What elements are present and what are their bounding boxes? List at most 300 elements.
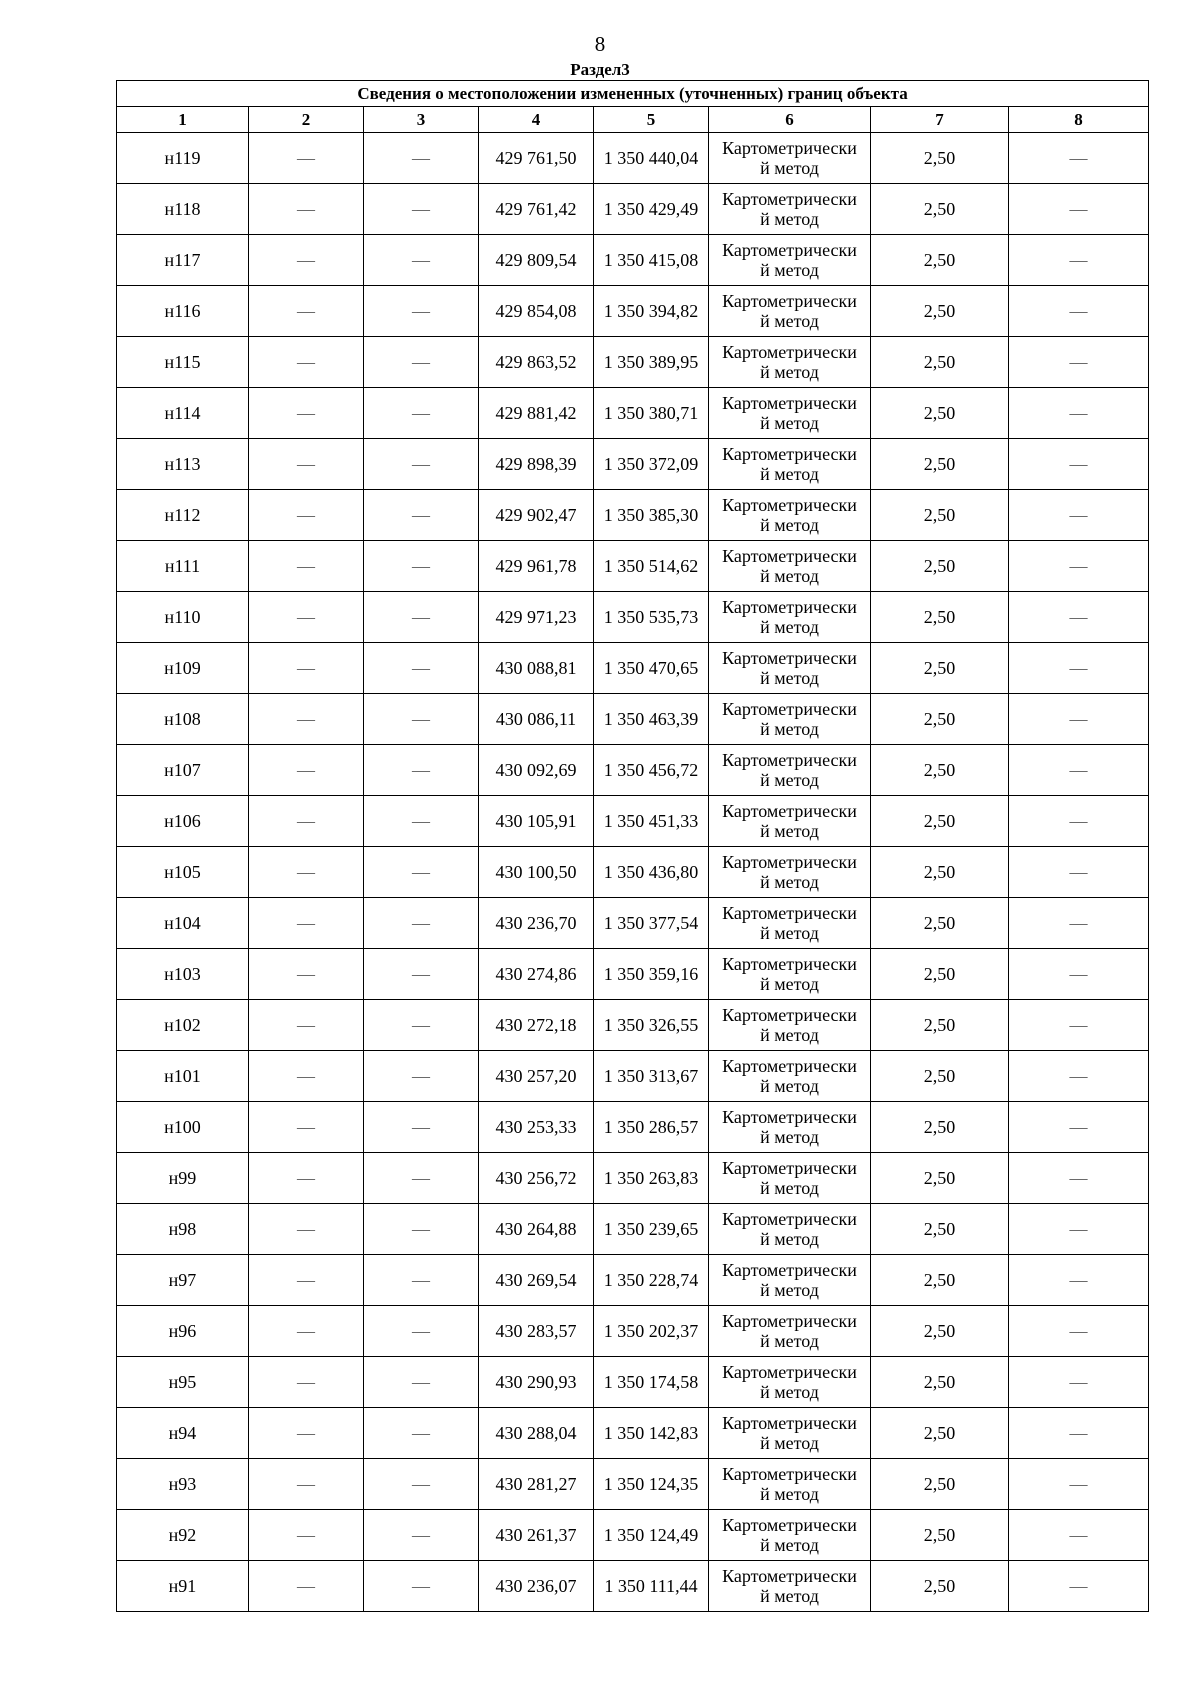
method-text-line-2: й метод xyxy=(760,1535,819,1555)
column-2-cell: — xyxy=(249,1561,364,1612)
method-cell xyxy=(709,286,871,337)
column-header-7: 7 xyxy=(871,107,1009,133)
method-text-line-1: Картометрически xyxy=(722,699,857,719)
point-name-cell: н98 xyxy=(117,1204,249,1255)
table-row xyxy=(117,1357,1149,1408)
column-8-cell: — xyxy=(1009,694,1149,745)
table-row xyxy=(117,694,1149,745)
point-name-cell: н100 xyxy=(117,1102,249,1153)
table-row xyxy=(117,592,1149,643)
accuracy-cell: 2,50 xyxy=(871,235,1009,286)
method-text-line-2: й метод xyxy=(760,515,819,535)
column-8-cell: — xyxy=(1009,1051,1149,1102)
x-coordinate-cell: 430 264,88 xyxy=(479,1204,594,1255)
column-3-cell: — xyxy=(364,1153,479,1204)
accuracy-cell: 2,50 xyxy=(871,1102,1009,1153)
column-2-cell: — xyxy=(249,745,364,796)
x-coordinate-cell: 429 809,54 xyxy=(479,235,594,286)
table-row xyxy=(117,1153,1149,1204)
method-text-line-2: й метод xyxy=(760,464,819,484)
column-2-cell: — xyxy=(249,694,364,745)
method-cell xyxy=(709,235,871,286)
method-text-line-2: й метод xyxy=(760,1229,819,1249)
method-cell xyxy=(709,643,871,694)
x-coordinate-cell: 430 105,91 xyxy=(479,796,594,847)
y-coordinate-cell: 1 350 111,44 xyxy=(594,1561,709,1612)
accuracy-cell: 2,50 xyxy=(871,949,1009,1000)
column-3-cell: — xyxy=(364,898,479,949)
x-coordinate-cell: 429 971,23 xyxy=(479,592,594,643)
x-coordinate-cell: 430 283,57 xyxy=(479,1306,594,1357)
column-2-cell: — xyxy=(249,1153,364,1204)
accuracy-cell: 2,50 xyxy=(871,133,1009,184)
point-name-cell: н118 xyxy=(117,184,249,235)
x-coordinate-cell: 430 272,18 xyxy=(479,1000,594,1051)
method-cell xyxy=(709,1051,871,1102)
column-3-cell: — xyxy=(364,184,479,235)
column-8-cell: — xyxy=(1009,592,1149,643)
column-2-cell: — xyxy=(249,133,364,184)
x-coordinate-cell: 430 269,54 xyxy=(479,1255,594,1306)
method-cell xyxy=(709,949,871,1000)
table-row xyxy=(117,1051,1149,1102)
column-3-cell: — xyxy=(364,694,479,745)
point-name-cell: н103 xyxy=(117,949,249,1000)
method-cell xyxy=(709,1561,871,1612)
column-3-cell: — xyxy=(364,1051,479,1102)
column-3-cell: — xyxy=(364,1204,479,1255)
column-8-cell: — xyxy=(1009,1255,1149,1306)
method-text-line-1: Картометрически xyxy=(722,1005,857,1025)
method-text-line-2: й метод xyxy=(760,209,819,229)
column-2-cell: — xyxy=(249,286,364,337)
method-cell xyxy=(709,439,871,490)
method-text-line-1: Картометрически xyxy=(722,291,857,311)
column-3-cell: — xyxy=(364,1459,479,1510)
method-text-line-2: й метод xyxy=(760,1076,819,1096)
column-header-8: 8 xyxy=(1009,107,1149,133)
table-row xyxy=(117,847,1149,898)
accuracy-cell: 2,50 xyxy=(871,1000,1009,1051)
method-text-line-1: Картометрически xyxy=(722,189,857,209)
column-8-cell: — xyxy=(1009,439,1149,490)
column-8-cell: — xyxy=(1009,1357,1149,1408)
method-text-line-2: й метод xyxy=(760,719,819,739)
method-text-line-2: й метод xyxy=(760,362,819,382)
column-2-cell: — xyxy=(249,847,364,898)
method-text-line-2: й метод xyxy=(760,158,819,178)
method-text-line-1: Картометрически xyxy=(722,444,857,464)
method-text-line-2: й метод xyxy=(760,617,819,637)
method-cell xyxy=(709,796,871,847)
column-3-cell: — xyxy=(364,133,479,184)
method-cell xyxy=(709,1357,871,1408)
method-text-line-2: й метод xyxy=(760,923,819,943)
accuracy-cell: 2,50 xyxy=(871,337,1009,388)
point-name-cell: н114 xyxy=(117,388,249,439)
method-text-line-1: Картометрически xyxy=(722,138,857,158)
method-cell xyxy=(709,1306,871,1357)
method-text-line-2: й метод xyxy=(760,668,819,688)
table-row xyxy=(117,949,1149,1000)
column-8-cell: — xyxy=(1009,1204,1149,1255)
column-8-cell: — xyxy=(1009,643,1149,694)
table-row xyxy=(117,388,1149,439)
column-3-cell: — xyxy=(364,592,479,643)
column-2-cell: — xyxy=(249,643,364,694)
column-8-cell: — xyxy=(1009,1561,1149,1612)
method-cell xyxy=(709,541,871,592)
point-name-cell: н107 xyxy=(117,745,249,796)
column-2-cell: — xyxy=(249,1357,364,1408)
column-2-cell: — xyxy=(249,1255,364,1306)
point-name-cell: н113 xyxy=(117,439,249,490)
column-3-cell: — xyxy=(364,541,479,592)
point-name-cell: н93 xyxy=(117,1459,249,1510)
column-3-cell: — xyxy=(364,490,479,541)
column-3-cell: — xyxy=(364,949,479,1000)
column-2-cell: — xyxy=(249,337,364,388)
method-text-line-1: Картометрически xyxy=(722,1464,857,1484)
column-3-cell: — xyxy=(364,745,479,796)
x-coordinate-cell: 430 092,69 xyxy=(479,745,594,796)
method-cell xyxy=(709,184,871,235)
y-coordinate-cell: 1 350 429,49 xyxy=(594,184,709,235)
accuracy-cell: 2,50 xyxy=(871,184,1009,235)
column-8-cell: — xyxy=(1009,235,1149,286)
y-coordinate-cell: 1 350 372,09 xyxy=(594,439,709,490)
table-body xyxy=(117,133,1149,1612)
method-text-line-2: й метод xyxy=(760,1331,819,1351)
table-row xyxy=(117,1204,1149,1255)
point-name-cell: н97 xyxy=(117,1255,249,1306)
point-name-cell: н102 xyxy=(117,1000,249,1051)
x-coordinate-cell: 430 256,72 xyxy=(479,1153,594,1204)
method-text-line-1: Картометрически xyxy=(722,597,857,617)
table-row xyxy=(117,898,1149,949)
table-title: Сведения о местоположении измененных (уточненных) границ объекта xyxy=(117,81,1149,107)
accuracy-cell: 2,50 xyxy=(871,388,1009,439)
accuracy-cell: 2,50 xyxy=(871,490,1009,541)
x-coordinate-cell: 429 761,42 xyxy=(479,184,594,235)
y-coordinate-cell: 1 350 380,71 xyxy=(594,388,709,439)
x-coordinate-cell: 430 253,33 xyxy=(479,1102,594,1153)
y-coordinate-cell: 1 350 263,83 xyxy=(594,1153,709,1204)
point-name-cell: н94 xyxy=(117,1408,249,1459)
method-text-line-1: Картометрически xyxy=(722,1107,857,1127)
method-cell xyxy=(709,847,871,898)
point-name-cell: н116 xyxy=(117,286,249,337)
table-row xyxy=(117,286,1149,337)
column-3-cell: — xyxy=(364,1561,479,1612)
column-2-cell: — xyxy=(249,1408,364,1459)
column-2-cell: — xyxy=(249,184,364,235)
column-8-cell: — xyxy=(1009,490,1149,541)
column-2-cell: — xyxy=(249,235,364,286)
y-coordinate-cell: 1 350 286,57 xyxy=(594,1102,709,1153)
method-text-line-2: й метод xyxy=(760,1382,819,1402)
column-2-cell: — xyxy=(249,1102,364,1153)
method-text-line-1: Картометрически xyxy=(722,1158,857,1178)
column-3-cell: — xyxy=(364,1357,479,1408)
method-text-line-1: Картометрически xyxy=(722,903,857,923)
point-name-cell: н119 xyxy=(117,133,249,184)
column-8-cell: — xyxy=(1009,541,1149,592)
table-row xyxy=(117,1510,1149,1561)
x-coordinate-cell: 430 261,37 xyxy=(479,1510,594,1561)
column-8-cell: — xyxy=(1009,1459,1149,1510)
column-header-6: 6 xyxy=(709,107,871,133)
column-3-cell: — xyxy=(364,1408,479,1459)
table-row xyxy=(117,745,1149,796)
page-number: 8 xyxy=(594,32,606,56)
method-text-line-1: Картометрически xyxy=(722,1413,857,1433)
column-2-cell: — xyxy=(249,949,364,1000)
method-text-line-2: й метод xyxy=(760,1025,819,1045)
x-coordinate-cell: 429 961,78 xyxy=(479,541,594,592)
accuracy-cell: 2,50 xyxy=(871,1561,1009,1612)
x-coordinate-cell: 430 274,86 xyxy=(479,949,594,1000)
table-row xyxy=(117,1561,1149,1612)
point-name-cell: н95 xyxy=(117,1357,249,1408)
table-row xyxy=(117,1102,1149,1153)
column-8-cell: — xyxy=(1009,949,1149,1000)
y-coordinate-cell: 1 350 470,65 xyxy=(594,643,709,694)
column-header-5: 5 xyxy=(594,107,709,133)
table-row xyxy=(117,796,1149,847)
column-3-cell: — xyxy=(364,847,479,898)
table-row xyxy=(117,1306,1149,1357)
column-2-cell: — xyxy=(249,1204,364,1255)
column-header-1: 1 xyxy=(117,107,249,133)
column-2-cell: — xyxy=(249,898,364,949)
method-text-line-2: й метод xyxy=(760,1178,819,1198)
x-coordinate-cell: 430 086,11 xyxy=(479,694,594,745)
y-coordinate-cell: 1 350 142,83 xyxy=(594,1408,709,1459)
x-coordinate-cell: 430 236,07 xyxy=(479,1561,594,1612)
method-text-line-1: Картометрически xyxy=(722,852,857,872)
method-text-line-1: Картометрически xyxy=(722,750,857,770)
accuracy-cell: 2,50 xyxy=(871,592,1009,643)
y-coordinate-cell: 1 350 463,39 xyxy=(594,694,709,745)
method-cell xyxy=(709,694,871,745)
table-row xyxy=(117,439,1149,490)
x-coordinate-cell: 429 902,47 xyxy=(479,490,594,541)
method-text-line-2: й метод xyxy=(760,1586,819,1606)
method-cell xyxy=(709,898,871,949)
accuracy-cell: 2,50 xyxy=(871,694,1009,745)
x-coordinate-cell: 430 288,04 xyxy=(479,1408,594,1459)
column-2-cell: — xyxy=(249,1000,364,1051)
column-3-cell: — xyxy=(364,1255,479,1306)
column-header-2: 2 xyxy=(249,107,364,133)
y-coordinate-cell: 1 350 436,80 xyxy=(594,847,709,898)
table-row xyxy=(117,1408,1149,1459)
column-2-cell: — xyxy=(249,541,364,592)
column-2-cell: — xyxy=(249,592,364,643)
method-text-line-1: Картометрически xyxy=(722,1056,857,1076)
accuracy-cell: 2,50 xyxy=(871,745,1009,796)
method-cell xyxy=(709,1153,871,1204)
method-cell xyxy=(709,745,871,796)
method-text-line-2: й метод xyxy=(760,1484,819,1504)
column-header-4: 4 xyxy=(479,107,594,133)
method-text-line-1: Картометрически xyxy=(722,240,857,260)
method-cell xyxy=(709,133,871,184)
accuracy-cell: 2,50 xyxy=(871,898,1009,949)
table-row xyxy=(117,1459,1149,1510)
point-name-cell: н112 xyxy=(117,490,249,541)
accuracy-cell: 2,50 xyxy=(871,439,1009,490)
column-3-cell: — xyxy=(364,1510,479,1561)
method-cell xyxy=(709,490,871,541)
column-3-cell: — xyxy=(364,643,479,694)
method-cell xyxy=(709,1408,871,1459)
table-row xyxy=(117,337,1149,388)
method-cell xyxy=(709,1255,871,1306)
y-coordinate-cell: 1 350 228,74 xyxy=(594,1255,709,1306)
y-coordinate-cell: 1 350 239,65 xyxy=(594,1204,709,1255)
column-3-cell: — xyxy=(364,1102,479,1153)
point-name-cell: н117 xyxy=(117,235,249,286)
x-coordinate-cell: 430 088,81 xyxy=(479,643,594,694)
method-cell xyxy=(709,1000,871,1051)
column-header-3: 3 xyxy=(364,107,479,133)
column-8-cell: — xyxy=(1009,388,1149,439)
column-8-cell: — xyxy=(1009,1102,1149,1153)
method-text-line-1: Картометрически xyxy=(722,648,857,668)
method-text-line-2: й метод xyxy=(760,413,819,433)
method-cell xyxy=(709,337,871,388)
column-8-cell: — xyxy=(1009,796,1149,847)
y-coordinate-cell: 1 350 451,33 xyxy=(594,796,709,847)
point-name-cell: н92 xyxy=(117,1510,249,1561)
y-coordinate-cell: 1 350 313,67 xyxy=(594,1051,709,1102)
method-text-line-1: Картометрически xyxy=(722,1566,857,1586)
y-coordinate-cell: 1 350 124,35 xyxy=(594,1459,709,1510)
method-text-line-2: й метод xyxy=(760,566,819,586)
point-name-cell: н99 xyxy=(117,1153,249,1204)
point-name-cell: н105 xyxy=(117,847,249,898)
column-2-cell: — xyxy=(249,439,364,490)
y-coordinate-cell: 1 350 389,95 xyxy=(594,337,709,388)
accuracy-cell: 2,50 xyxy=(871,1204,1009,1255)
column-3-cell: — xyxy=(364,796,479,847)
column-8-cell: — xyxy=(1009,133,1149,184)
method-cell xyxy=(709,1459,871,1510)
point-name-cell: н108 xyxy=(117,694,249,745)
x-coordinate-cell: 429 854,08 xyxy=(479,286,594,337)
x-coordinate-cell: 429 863,52 xyxy=(479,337,594,388)
accuracy-cell: 2,50 xyxy=(871,796,1009,847)
y-coordinate-cell: 1 350 202,37 xyxy=(594,1306,709,1357)
column-8-cell: — xyxy=(1009,337,1149,388)
column-3-cell: — xyxy=(364,1306,479,1357)
column-2-cell: — xyxy=(249,1051,364,1102)
method-text-line-1: Картометрически xyxy=(722,342,857,362)
method-text-line-2: й метод xyxy=(760,974,819,994)
method-text-line-1: Картометрически xyxy=(722,1260,857,1280)
point-name-cell: н115 xyxy=(117,337,249,388)
method-text-line-1: Картометрически xyxy=(722,801,857,821)
method-text-line-1: Картометрически xyxy=(722,1209,857,1229)
accuracy-cell: 2,50 xyxy=(871,1051,1009,1102)
method-text-line-2: й метод xyxy=(760,770,819,790)
method-text-line-1: Картометрически xyxy=(722,1311,857,1331)
point-name-cell: н106 xyxy=(117,796,249,847)
column-8-cell: — xyxy=(1009,1000,1149,1051)
method-text-line-2: й метод xyxy=(760,1280,819,1300)
column-3-cell: — xyxy=(364,1000,479,1051)
method-cell xyxy=(709,1102,871,1153)
table-title-row xyxy=(117,81,1149,107)
x-coordinate-cell: 430 281,27 xyxy=(479,1459,594,1510)
y-coordinate-cell: 1 350 124,49 xyxy=(594,1510,709,1561)
column-2-cell: — xyxy=(249,490,364,541)
method-cell xyxy=(709,592,871,643)
point-name-cell: н104 xyxy=(117,898,249,949)
y-coordinate-cell: 1 350 394,82 xyxy=(594,286,709,337)
column-3-cell: — xyxy=(364,337,479,388)
method-text-line-1: Картометрически xyxy=(722,954,857,974)
x-coordinate-cell: 430 236,70 xyxy=(479,898,594,949)
column-3-cell: — xyxy=(364,286,479,337)
method-text-line-1: Картометрически xyxy=(722,1362,857,1382)
accuracy-cell: 2,50 xyxy=(871,1459,1009,1510)
point-name-cell: н101 xyxy=(117,1051,249,1102)
table-row xyxy=(117,184,1149,235)
accuracy-cell: 2,50 xyxy=(871,1255,1009,1306)
y-coordinate-cell: 1 350 456,72 xyxy=(594,745,709,796)
table-row xyxy=(117,133,1149,184)
column-8-cell: — xyxy=(1009,1153,1149,1204)
method-cell xyxy=(709,1510,871,1561)
accuracy-cell: 2,50 xyxy=(871,1306,1009,1357)
accuracy-cell: 2,50 xyxy=(871,286,1009,337)
column-8-cell: — xyxy=(1009,1510,1149,1561)
accuracy-cell: 2,50 xyxy=(871,541,1009,592)
x-coordinate-cell: 430 257,20 xyxy=(479,1051,594,1102)
table-row xyxy=(117,643,1149,694)
y-coordinate-cell: 1 350 174,58 xyxy=(594,1357,709,1408)
point-name-cell: н96 xyxy=(117,1306,249,1357)
point-name-cell: н111 xyxy=(117,541,249,592)
x-coordinate-cell: 429 881,42 xyxy=(479,388,594,439)
method-text-line-1: Картометрически xyxy=(722,393,857,413)
column-2-cell: — xyxy=(249,1306,364,1357)
method-text-line-1: Картометрически xyxy=(722,495,857,515)
table-row xyxy=(117,1255,1149,1306)
x-coordinate-cell: 430 100,50 xyxy=(479,847,594,898)
accuracy-cell: 2,50 xyxy=(871,1357,1009,1408)
method-text-line-1: Картометрически xyxy=(722,1515,857,1535)
x-coordinate-cell: 429 761,50 xyxy=(479,133,594,184)
accuracy-cell: 2,50 xyxy=(871,847,1009,898)
table-row xyxy=(117,1000,1149,1051)
method-text-line-2: й метод xyxy=(760,260,819,280)
table-row xyxy=(117,235,1149,286)
column-3-cell: — xyxy=(364,388,479,439)
y-coordinate-cell: 1 350 385,30 xyxy=(594,490,709,541)
column-3-cell: — xyxy=(364,235,479,286)
point-name-cell: н91 xyxy=(117,1561,249,1612)
column-8-cell: — xyxy=(1009,898,1149,949)
y-coordinate-cell: 1 350 326,55 xyxy=(594,1000,709,1051)
x-coordinate-cell: 429 898,39 xyxy=(479,439,594,490)
column-8-cell: — xyxy=(1009,1306,1149,1357)
x-coordinate-cell: 430 290,93 xyxy=(479,1357,594,1408)
y-coordinate-cell: 1 350 440,04 xyxy=(594,133,709,184)
